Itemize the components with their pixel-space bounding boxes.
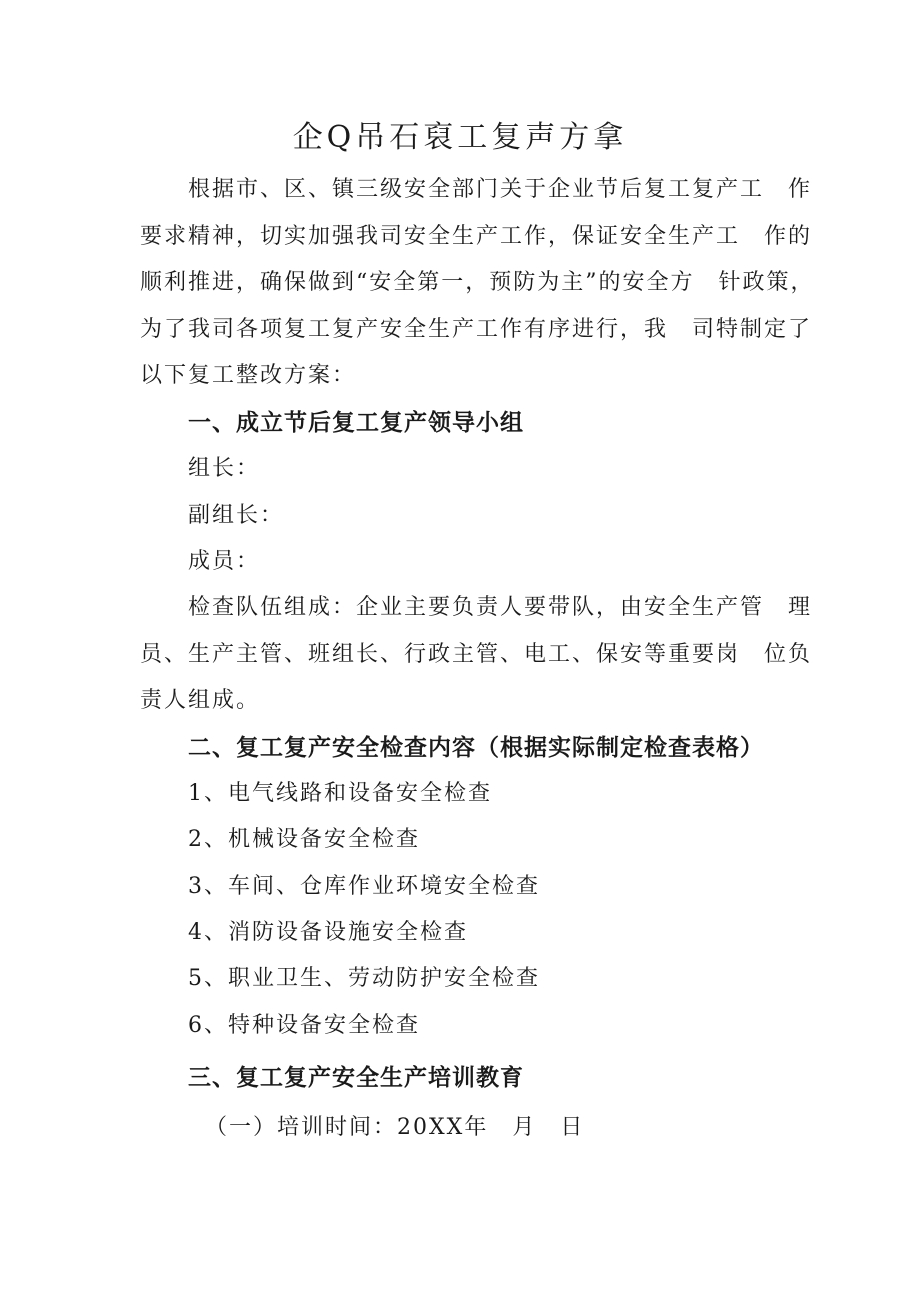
check-item-2: 2、机械设备安全检查: [188, 827, 420, 852]
intro-line-2: 要求精神，切实加强我司安全生产工作，保证安全生产工 作的: [140, 224, 813, 249]
document-title: 企Q吊石裒工复声方拿: [292, 120, 628, 155]
intro-line-5: 以下复工整改方案：: [140, 363, 357, 388]
members-label: 成员：: [188, 549, 261, 574]
training-time: （一）培训时间：20XX年 月 日: [205, 1115, 585, 1140]
intro-line-1: 根据市、区、镇三级安全部门关于企业节后复工复产工 作: [188, 177, 813, 202]
team-line-3: 责人组成。: [140, 688, 261, 713]
check-item-4: 4、消防设备设施安全检查: [188, 920, 468, 945]
leader-label: 组长：: [188, 456, 261, 481]
section-2-heading: 二、复工复产安全检查内容（根据实际制定检查表格）: [188, 735, 764, 761]
check-item-5: 5、职业卫生、劳动防护安全检查: [188, 966, 540, 991]
intro-line-4: 为了我司各项复工复产安全生产工作有序进行，我 司特制定了: [140, 317, 813, 342]
deputy-leader-label: 副组长：: [188, 503, 285, 528]
team-line-1: 检查队伍组成：企业主要负责人要带队，由安全生产管 理: [188, 595, 813, 620]
section-1-heading: 一、成立节后复工复产领导小组: [188, 410, 524, 436]
check-item-3: 3、车间、仓库作业环境安全检查: [188, 874, 540, 899]
team-line-2: 员、生产主管、班组长、行政主管、电工、保安等重要岗 位负: [140, 642, 813, 667]
intro-line-3: 顺利推进，确保做到“安全第一，预防为主”的安全方 针政策，: [140, 270, 815, 295]
check-item-6: 6、特种设备安全检查: [188, 1013, 420, 1038]
section-3-heading: 三、复工复产安全生产培训教育: [188, 1065, 524, 1091]
check-item-1: 1、电气线路和设备安全检查: [188, 781, 492, 806]
